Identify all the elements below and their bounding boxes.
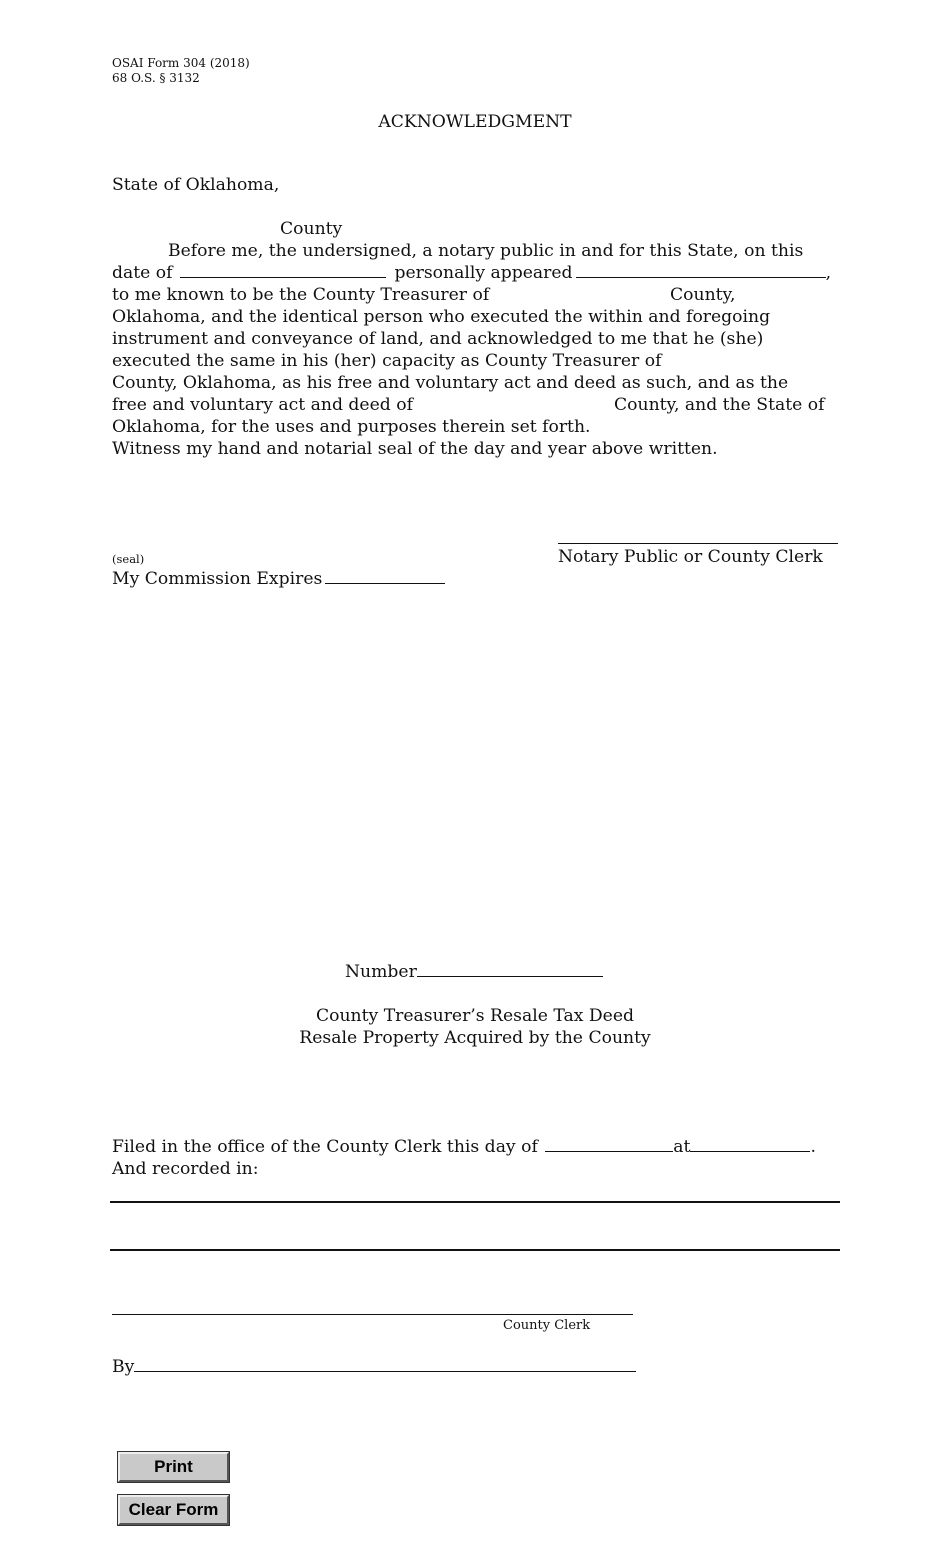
date-of-label: date of (112, 263, 173, 283)
by-signature-field[interactable] (134, 1357, 636, 1372)
deed-title-1: County Treasurer’s Resale Tax Deed (315, 1006, 635, 1026)
ack-line-4: Oklahoma, and the identical person who executed the within and foregoing (112, 307, 771, 327)
county-clerk-signature-line[interactable] (112, 1314, 633, 1315)
ack-line-3a: to me known to be the County Treasurer of (112, 285, 490, 305)
deed-title-2: Resale Property Acquired by the County (299, 1028, 651, 1048)
number-row (345, 961, 603, 983)
notary-label: Notary Public or County Clerk (558, 547, 823, 567)
at-label: at (673, 1137, 691, 1157)
appeared-name-field[interactable] (576, 263, 826, 278)
seal-label: (seal) (112, 552, 145, 566)
comma: , (825, 263, 832, 283)
print-button[interactable]: Print (118, 1452, 229, 1482)
recorded-label: And recorded in: (112, 1159, 259, 1179)
commission-expires (112, 568, 445, 590)
by-label: By (112, 1357, 135, 1377)
notary-signature-line[interactable] (558, 543, 838, 544)
filed-time-field[interactable] (690, 1137, 810, 1152)
ack-line-8a: free and voluntary act and deed of (112, 395, 413, 415)
ack-line-9: Oklahoma, for the uses and purposes therein set forth. (112, 417, 591, 437)
recorded-line-2[interactable] (110, 1249, 840, 1251)
ack-line-3b: County, (670, 285, 736, 305)
ack-line-5: instrument and conveyance of land, and acknowledged to me that he (she) (112, 329, 764, 349)
filed-day-field[interactable] (545, 1137, 673, 1152)
period: . (810, 1137, 816, 1157)
commission-date-field[interactable] (325, 569, 445, 584)
ack-line-8b: County, and the State of (614, 395, 825, 415)
number-label: Number (345, 962, 417, 982)
statute-citation: 68 O.S. § 3132 (112, 71, 200, 85)
ack-line-2 (112, 262, 831, 284)
clear-form-button[interactable]: Clear Form (118, 1495, 229, 1525)
ack-line-7: County, Oklahoma, as his free and voluntary act and deed as such, and as the (112, 373, 789, 393)
by-row (112, 1356, 636, 1378)
commission-label: My Commission Expires (112, 569, 323, 589)
ack-line-1: Before me, the undersigned, a notary public in and for this State, on this (168, 241, 804, 261)
ack-line-6: executed the same in his (her) capacity as County Treasurer of (112, 351, 662, 371)
county-venue-label: County (280, 219, 343, 239)
form-id: OSAI Form 304 (2018) (112, 56, 250, 70)
state-venue: State of Oklahoma, (112, 175, 280, 195)
filed-label: Filed in the office of the County Clerk this day of (112, 1137, 538, 1157)
filed-row (112, 1136, 816, 1158)
number-field[interactable] (417, 962, 603, 977)
recorded-line-1[interactable] (110, 1201, 840, 1203)
date-field[interactable] (180, 263, 386, 278)
document-title: ACKNOWLEDGMENT (378, 112, 572, 132)
county-clerk-label: County Clerk (503, 1318, 591, 1333)
personally-appeared-label: personally appeared (394, 263, 573, 283)
witness-line: Witness my hand and notarial seal of the day and year above written. (112, 439, 718, 459)
